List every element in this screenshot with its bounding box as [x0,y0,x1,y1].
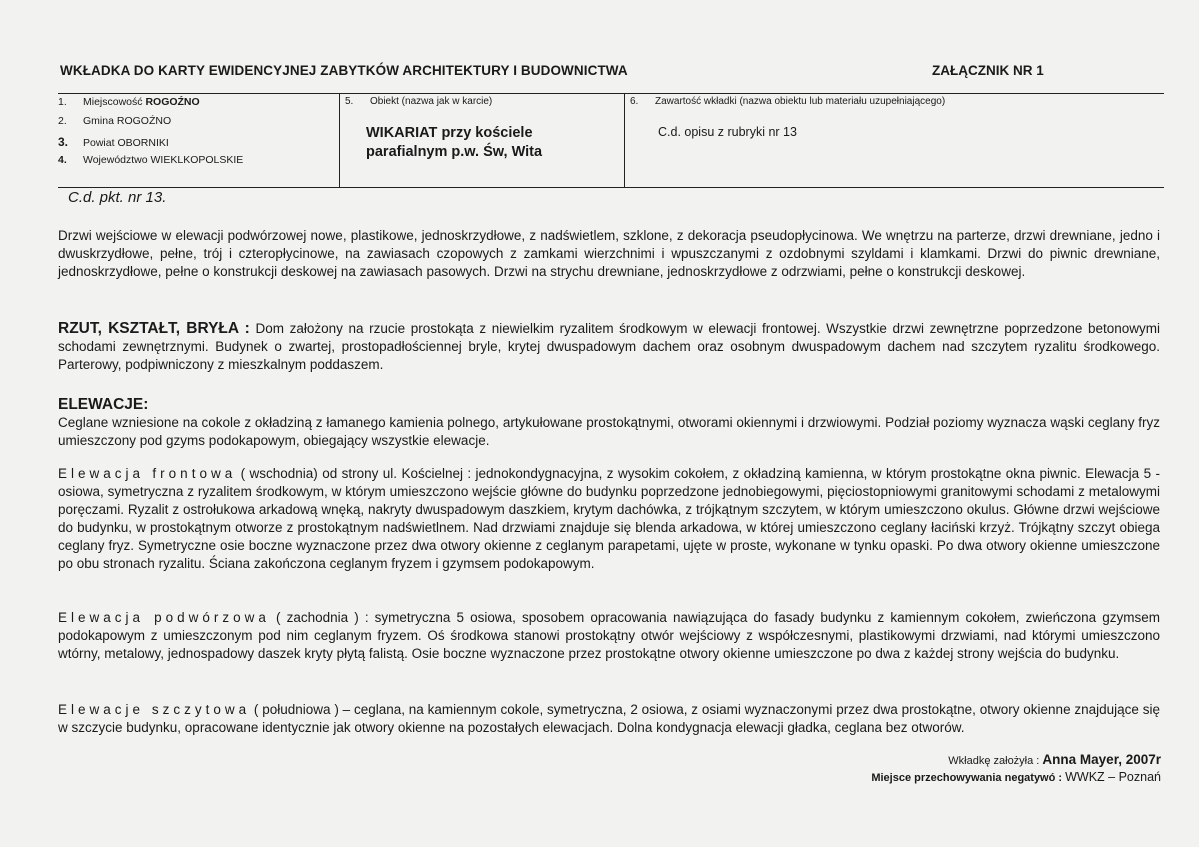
elewacje-section [58,395,1160,450]
storage-line: Miejsce przechowywania negatywó : WWKZ – Poznań [871,770,1161,784]
wojewodztwo-row: 4. Województwo WIEKLKOPOLSKIE [58,154,244,166]
annex-label: ZAŁĄCZNIK NR 1 [932,63,1044,78]
doors-paragraph: Drzwi wejściowe w elewacji podwórzowej nowe, plastikowe, jednoskrzydłowe, z nadświetlem, szklone, z dekoracja pseudopłycinowa. We wnętrzu na parterze, drzwi drewniane, jedno i dwuskrzydłowe, pełne, trój i czteropłycinowe, na zawiasach czopowych z zamkami wierzchnimi i wpuszczanymi z ozdobnymi szyldami i klamkami. Drzwi do piwnic drewniane, jednoskrzydłowe, pełne o konstrukcji deskowej na zawiasach pasowych. Drzwi na strychu drewniane, jednoskrzydłowe z odrzwiami, pełne o konstrukcji deskowej. [58,228,1160,279]
location-column [58,94,338,187]
document-title: WKŁADKA DO KARTY EWIDENCYJNEJ ZABYTKÓW ARCHITEKTURY I BUDOWNICTWA [60,63,628,78]
court-elevation-text: ( zachodnia ) : symetryczna 5 osiowa, sposobem opracowania nawiązująca do fasady budynku z kamiennym cokołem, zwieńczona gzymsem podokapowym z umieszczonym pod nim ceglanym fryzem. Oś środkowa stanowi prostokątny otwór wejściowy z współczesnymi, plastikowymi drzwiami, nad którymi umieszczono wtórny, metalowy, jednospadowy daszek kryty płytą falistą. Osie boczne wyznaczone przez prostokątne otwory okienne umieszczone po dwa z każdej strony wejścia do budynku. [58,610,1160,661]
gable-elevation-text: ( południowa ) – ceglana, na kamiennym cokole, symetryczna, 2 osiowa, z osiami wyznaczonymi przez dwa prostokątne, otwory okienne znajdujące się w szczycie budynku, opracowane identycznie jak otwory okienne na pozostałych elewacjach. Dolna kondygnacja elewacji gładka, ceglana bez otworów. [58,702,1160,735]
court-elevation-lead: Elewacja podwórzowa [58,610,270,625]
rzut-text: Dom założony na rzucie prostokąta z niewielkim ryzalitem środkowym w elewacji frontowej. Wszystkie drzwi zewnętrzne poprzedzone betonowymi schodami zewnętrznymi. Budynek o zwartej, prostopadłościennej bryle, krytej dwuspadowym dachem oraz osobnym dwuspadowym dachem nad szczytem ryzalitu środkowego. Parterowy, podpiwniczony z mieszkalnym poddaszem. [58,321,1160,372]
gable-elevation-lead: Elewacje szczytowa [58,702,251,717]
front-elevation-paragraph [58,465,1160,573]
contents-label: 6. Zawartość wkładki (nazwa obiektu lub materiału uzupełniającego) [630,96,946,107]
contents-value: C.d. opisu z rubryki nr 13 [658,125,797,139]
storage-location: WWKZ – Poznań [1065,770,1161,784]
author-name: Anna Mayer, 2007r [1042,752,1161,767]
author-line: Wkładkę założyła : Anna Mayer, 2007r [948,752,1161,767]
gable-elevation-paragraph [58,701,1160,737]
location-row: 1. Miejscowość ROGOŹNO [58,96,200,108]
header-table [58,93,1164,188]
rzut-paragraph [58,320,1160,374]
object-name: WIKARIAT przy kościele parafialnym p.w. Św, Wita [366,125,543,160]
object-column [339,94,624,187]
rzut-heading: RZUT, KSZTAŁT, BRYŁA : [58,320,250,337]
elewacje-heading: ELEWACJE: [58,396,149,413]
gmina-row: 2. Gmina ROGOŹNO [58,115,172,127]
front-elevation-text: ( wschodnia) od strony ul. Kościelnej : jednokondygnacyjna, z wysokim cokołem, z okładziną kamienna, w którym prostokątne okna piwnic. Elewacja 5 - osiowa, symetryczna z ryzalitem środkowym, w którym umieszczono wejście główne do budynku poprzedzone jednobiegowymi, pięciostopniowymi granitowymi schodami z metalowymi poręczami. Ryzalit z ostrołukowa arkadową wnęką, nakryty dwuspadowym daszkiem, krytym dachówka, z trójkątnym szczytem, w którym umieszczono okulus. Główne drzwi wejściowe do budynku, w prostokątnym otworze z prostokątnym nadświetlnem. Nad drzwiami znajduje się blenda arkadowa, w której umieszczono ceglany łaciński krzyż. Trójkątny szczyt obiega ceglany fryz. Symetryczne osie boczne wyznaczone przez dwa otwory okienne z ceglanym parapetami, ujęte w proste, wykonane w tynku opaski. Po dwa otwory okienne umieszczone po obu stronach ryzalitu. Ściana zakończona ceglanym fryzem i gzymsem podokapowym. [58,466,1160,571]
court-elevation-paragraph [58,609,1160,663]
continuation-note: C.d. pkt. nr 13. [68,189,167,206]
powiat-row: 3. Powiat OBORNIKI [58,135,169,149]
front-elevation-lead: Elewacja frontowa [58,466,237,481]
elewacje-text: Ceglane wzniesione na cokole z okładziną z łamanego kamienia polnego, artykułowane prostokątnymi, otworami okiennymi i drzwiowymi. Podział poziomy wyznacza wąski ceglany fryz umieszczony pod gzyms podokapowym, obiegający wszystkie elewacje. [58,415,1160,448]
object-label: 5. Obiekt (nazwa jak w karcie) [345,96,493,107]
contents-column [624,94,1165,187]
